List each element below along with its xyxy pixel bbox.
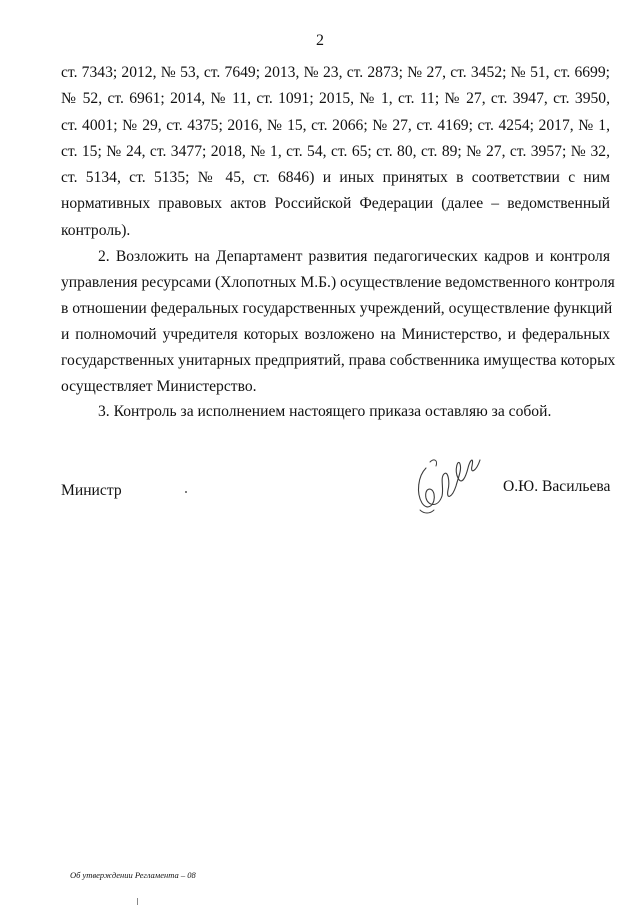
paragraph-2-line-2: управления ресурсами (Хлопотных М.Б.) осуществление ведомственного контроля	[61, 274, 615, 291]
document-footer: Об утверждении Регламента – 08	[70, 870, 196, 880]
paragraph-2-line-1: 2. Возложить на Департамент развития педагогических кадров и контроля	[98, 248, 610, 265]
handwritten-signature	[408, 448, 488, 518]
paragraph-1-line-3: ст. 4001; № 29, ст. 4375; 2016, № 15, ст. 2066; № 27, ст. 4169; ст. 4254; 2017, № 1,	[61, 117, 610, 134]
paragraph-1-line-6: нормативных правовых актов Российской Федерации (далее – ведомственный	[61, 195, 610, 212]
paragraph-2-line-5: государственных унитарных предприятий, права собственника имущества которых	[61, 352, 616, 369]
signatory-name: О.Ю. Васильева	[503, 478, 611, 495]
scan-speck	[185, 491, 187, 493]
signatory-title: Министр	[61, 482, 122, 499]
paragraph-2-line-4: и полномочий учредителя которых возложено на Министерство, и федеральных	[61, 326, 610, 343]
scan-mark	[137, 898, 138, 905]
page-number: 2	[316, 32, 324, 49]
paragraph-1-line-7: контроль).	[61, 222, 131, 239]
paragraph-2-line-3: в отношении федеральных государственных учреждений, осуществление функций	[61, 300, 613, 317]
paragraph-3: 3. Контроль за исполнением настоящего приказа оставляю за собой.	[98, 403, 552, 420]
paragraph-1-line-4: ст. 15; № 24, ст. 3477; 2018, № 1, ст. 54, ст. 65; ст. 80, ст. 89; № 27, ст. 3957; № 32,	[61, 143, 610, 160]
paragraph-1-line-2: № 52, ст. 6961; 2014, № 11, ст. 1091; 2015, № 1, ст. 11; № 27, ст. 3947, ст. 3950,	[61, 90, 610, 107]
paragraph-1-line-1: ст. 7343; 2012, № 53, ст. 7649; 2013, № 23, ст. 2873; № 27, ст. 3452; № 51, ст. 6699;	[61, 64, 610, 81]
paragraph-1-line-5: ст. 5134, ст. 5135; № 45, ст. 6846) и иных принятых в соответствии с ним	[61, 169, 610, 186]
paragraph-2-line-6: осуществляет Министерство.	[61, 378, 257, 395]
